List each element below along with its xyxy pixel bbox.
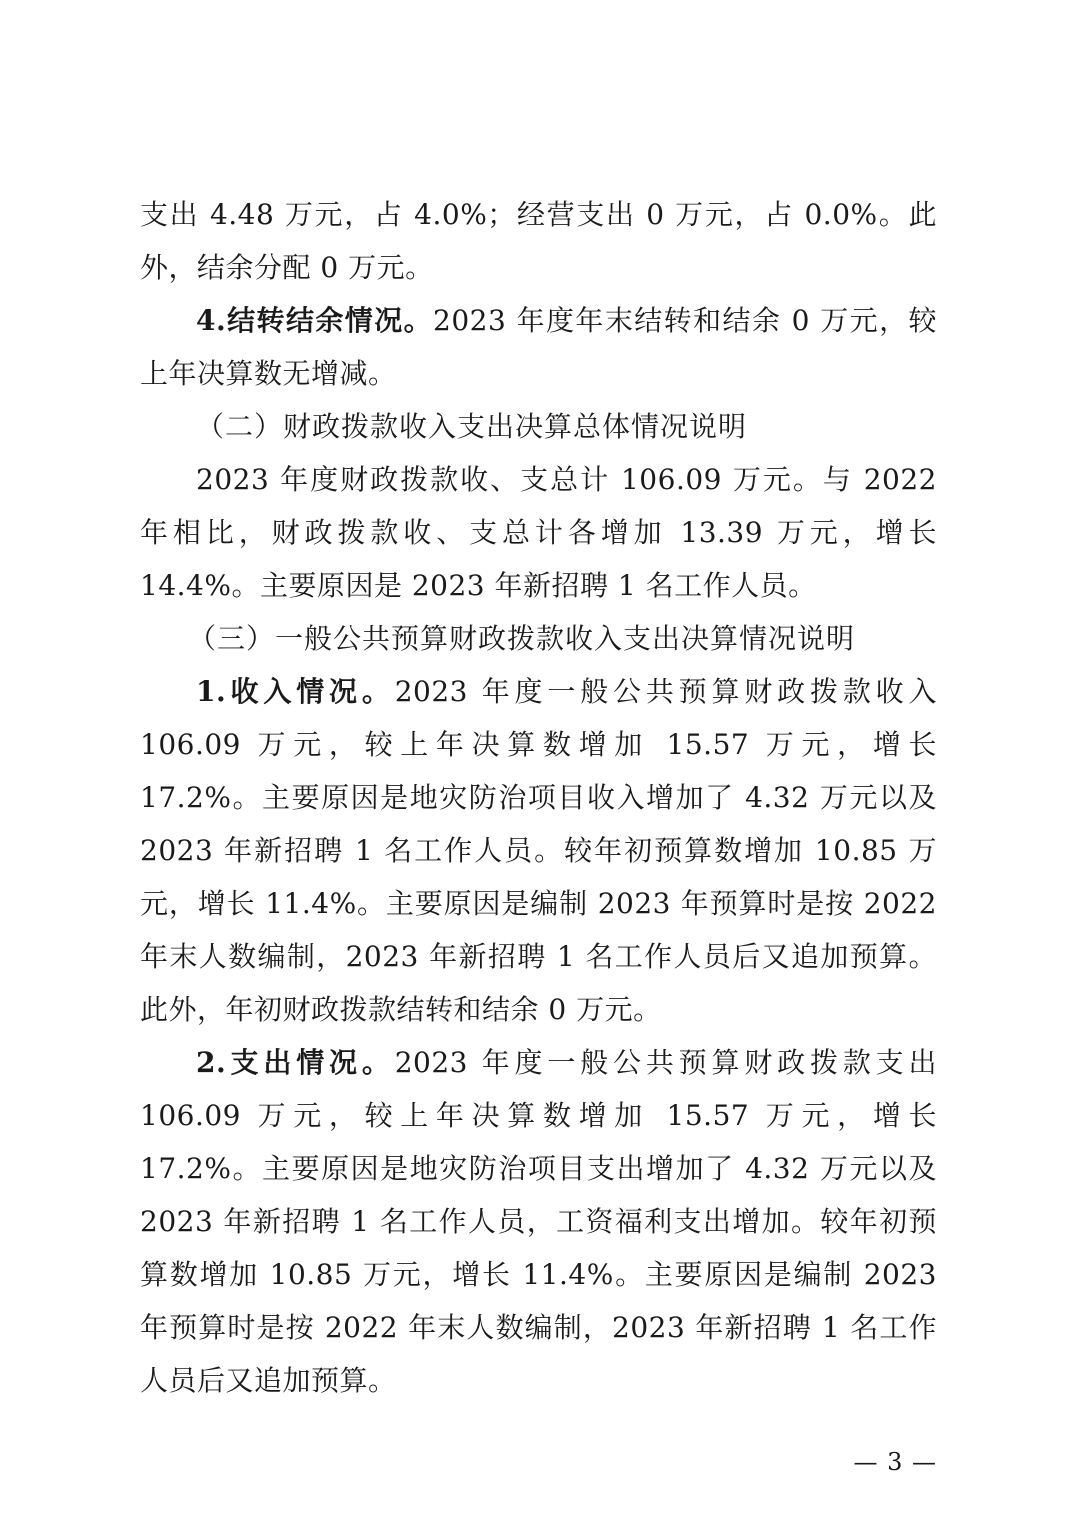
paragraph-carryover-surplus [140,294,937,400]
paragraph-income [140,665,937,1036]
paragraph-lead-heading: 2.支出情况。 [196,1046,395,1079]
paragraph-text: 2023 年度财政拨款收、支总计 106.09 万元。与 2022 年相比，财政拨款收、支总计各增加 13.39 万元，增长 14.4%。主要原因是 2023 年新招聘 1 名工作人员。 [140,463,937,602]
paragraph-text: 2023 年度一般公共预算财政拨款支出 106.09 万元，较上年决算数增加 15.57 万元，增长 17.2%。主要原因是地灾防治项目支出增加了 4.32 万元以及 2023 年新招聘 1 名工作人员，工资福利支出增加。较年初预算数增加 10.85 万元，增长 11.4%。主要原因是编制 2023 年预算时是按 2022 年末人数编制，2023 年新招聘 1 名工作人员后又追加预算。 [140,1046,937,1397]
paragraph-text: 2023 年度年末结转和结余 0 万元，较上年决算数无增减。 [140,304,937,390]
document-body [140,188,937,1407]
paragraph-surplus-allocation [140,188,937,294]
page-number: — 3 — [853,1448,937,1476]
section-heading-fiscal-appropriation: （二）财政拨款收入支出决算总体情况说明 [196,410,748,443]
paragraph-expense [140,1036,937,1407]
paragraph-lead-heading: 1.收入情况。 [196,675,395,708]
paragraph-lead-heading: 4.结转结余情况。 [196,304,434,337]
paragraph-text: 2023 年度一般公共预算财政拨款收入 106.09 万元，较上年决算数增加 15.57 万元，增长 17.2%。主要原因是地灾防治项目收入增加了 4.32 万元以及 2023 年新招聘 1 名工作人员。较年初预算数增加 10.85 万元，增长 11.4%。主要原因是编制 2023 年预算时是按 2022 年末人数编制，2023 年新招聘 1 名工作人员后又追加预算。此外，年初财政拨款结转和结余 0 万元。 [140,675,937,1026]
paragraph-text: 支出 4.48 万元，占 4.0%；经营支出 0 万元，占 0.0%。此外，结余分配 0 万元。 [140,198,937,284]
paragraph-fiscal-appropriation-summary [140,453,937,612]
section-heading-general-budget: （三）一般公共预算财政拨款收入支出决算情况说明 [188,622,856,655]
